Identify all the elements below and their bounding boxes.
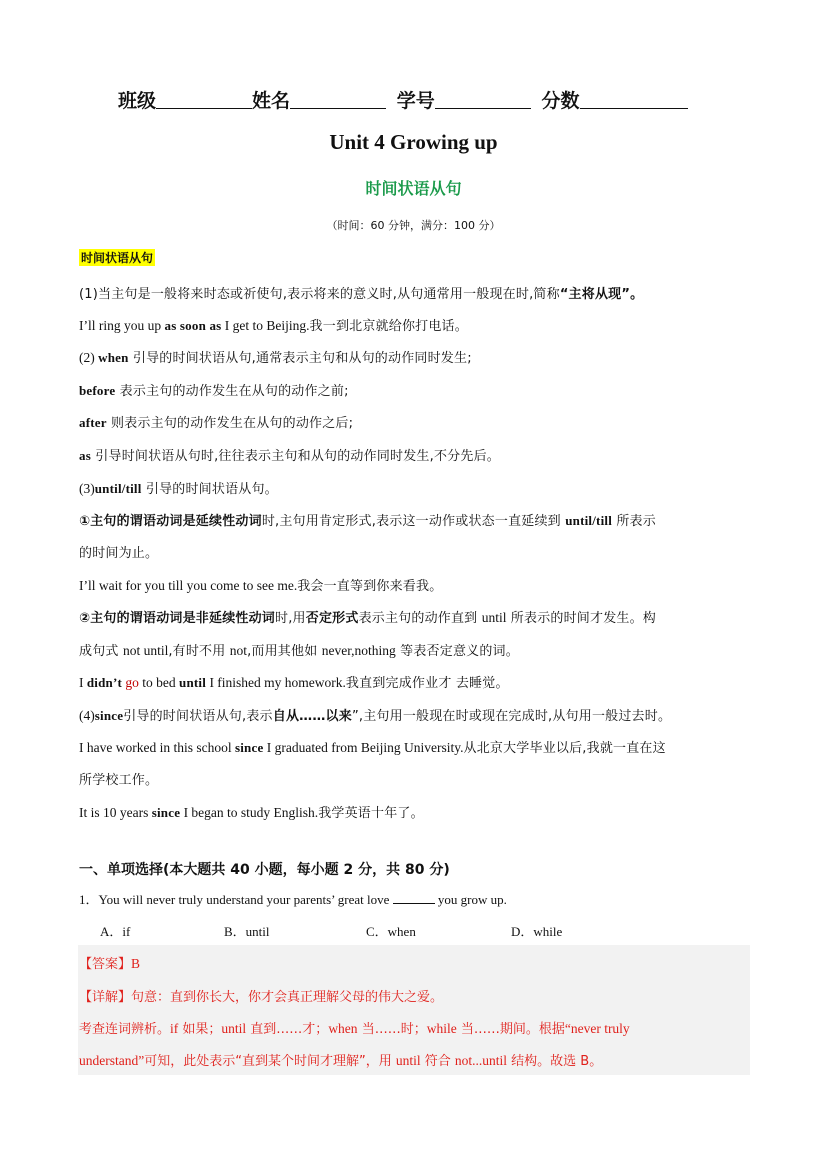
rule-emphasis: ②主句的谓语动词是非延续性动词 (79, 611, 276, 626)
example-translation: 从北京大学毕业以后,我就一直在这 (463, 741, 666, 756)
rule-emphasis: 自从……以来 (272, 709, 352, 724)
page-title: Unit 4 Growing up (329, 130, 498, 154)
explanation-line-1 (79, 1018, 630, 1037)
example-line-5 (79, 769, 158, 788)
detail-text: 句意：直到你长大，你才会真正理解父母的伟大之爱。 (131, 990, 444, 1005)
example-keyword: since (234, 740, 264, 755)
score-blank[interactable] (580, 90, 688, 109)
explanation-text: 当……时； (357, 1022, 427, 1037)
rule-keyword: before (79, 383, 116, 398)
example-keyword: as soon as (164, 318, 222, 333)
example-keyword: didn’t (86, 675, 123, 690)
rule-text: 引导的时间状语从句,通常表示主句和从句的动作同时发生; (128, 351, 472, 366)
rule-text: 引导的时间状语从句,表示 (123, 709, 273, 724)
option-a[interactable]: A．if (100, 924, 131, 939)
option-b[interactable]: B．until (224, 924, 270, 939)
example-text: I (79, 675, 87, 690)
rule-text: 表示主句的动作发生在从句的动作之前; (115, 384, 349, 399)
rule-emphasis: ①主句的谓语动词是延续性动词 (79, 514, 262, 529)
example-line-1 (79, 315, 468, 334)
answer-value: B (131, 956, 141, 971)
example-line-6 (79, 802, 424, 821)
student-id-blank[interactable] (435, 90, 531, 109)
explanation-term: until (395, 1053, 421, 1068)
score-label: 分数 (541, 91, 580, 112)
time-note: （时间：60 分钟，满分：100 分） (326, 219, 501, 232)
example-text: I have worked in this school (79, 740, 235, 755)
rule-line-7 (79, 510, 656, 529)
option-c[interactable]: C．when (366, 924, 416, 939)
example-translation: 我学英语十年了。 (318, 806, 424, 821)
class-label: 班级 (118, 91, 157, 112)
rule-keyword: when (98, 350, 129, 365)
detail-label: 【详解】 (79, 990, 132, 1005)
example-translation: 所学校工作。 (79, 773, 159, 788)
explanation-term: until (221, 1021, 247, 1036)
rule-text: 引导的时间状语从句。 (141, 482, 278, 497)
student-id-label: 学号 (396, 91, 435, 112)
rule-keyword: not until (122, 643, 169, 658)
rule-keyword: until (481, 610, 507, 625)
explanation-term: not...until (454, 1053, 508, 1068)
example-text: I finished my homework. (206, 675, 346, 690)
example-text: I’ll wait for you till you come to see me. (79, 578, 298, 593)
rule-keyword: not (229, 643, 248, 658)
example-translation: 我直到完成作业才 去睡觉。 (345, 676, 509, 691)
rule-text: 则表示主句的动作发生在从句的动作之后; (106, 416, 354, 431)
rule-text: 表示主句的动作直到 (358, 611, 482, 626)
explanation-text: 当……期间。根据 (456, 1022, 565, 1037)
rule-line-9 (79, 607, 656, 626)
rule-text: (1)当主句是一般将来时态或祈使句,表示将来的意义时,从句通常用一般现在时,简称 (79, 287, 560, 302)
rule-text: ,有时不用 (168, 644, 230, 659)
rule-line-2 (79, 347, 472, 366)
example-text: to bed (138, 675, 180, 690)
example-line-4 (79, 737, 666, 756)
rule-text: 所表示的时间才发生。构 (506, 611, 657, 626)
example-text: It is 10 years (79, 805, 152, 820)
question-1 (79, 889, 507, 908)
answer-line (79, 953, 140, 972)
rule-text: 等表否定意义的词。 (395, 644, 519, 659)
rule-text: 所表示 (612, 514, 656, 529)
rule-keyword: never,nothing (321, 643, 396, 658)
explanation-text: 直到……才； (246, 1022, 329, 1037)
rule-text: 的时间为止。 (79, 546, 159, 561)
class-blank[interactable] (156, 90, 252, 109)
rule-line-6 (79, 478, 278, 497)
explanation-text: 符合 (420, 1054, 455, 1069)
section-tag: 时间状语从句 (81, 251, 154, 265)
explanation-term: understand” (79, 1053, 145, 1068)
rule-emphasis: “主将从现”。 (559, 287, 644, 302)
rule-line-11 (79, 705, 671, 724)
rule-line-4 (79, 412, 353, 431)
question-number: 1． (79, 892, 99, 907)
page-subtitle: 时间状语从句 (365, 179, 462, 198)
rule-line-10 (79, 640, 519, 659)
example-keyword: until (179, 675, 207, 690)
explanation-line-2 (79, 1050, 602, 1069)
example-highlight: go (122, 675, 139, 690)
explanation-term: while (426, 1021, 457, 1036)
example-text: I’ll ring you up (79, 318, 165, 333)
rule-keyword: since (94, 708, 124, 723)
rule-keyword: after (79, 415, 107, 430)
example-text: I get to Beijing. (221, 318, 310, 333)
rule-line-5 (79, 445, 500, 464)
explanation-text: 如果； (178, 1022, 222, 1037)
rule-text: (3) (79, 481, 95, 496)
example-text: I graduated from Beijing University. (263, 740, 464, 755)
rule-text: 成句式 (79, 644, 123, 659)
example-translation: 我一到北京就给你打电话。 (309, 319, 468, 334)
section-heading: 一、单项选择(本大题共 40 小题，每小题 2 分，共 80 分) (79, 862, 450, 878)
explanation-text: 可知，此处表示“直到某个时间才理解”，用 (144, 1054, 396, 1069)
rule-text: ”,主句用一般现在时或现在完成时,从句用一般过去时。 (351, 709, 672, 724)
explanation-term: when (328, 1021, 358, 1036)
name-label: 姓名 (252, 91, 291, 112)
rule-text: (2) (79, 350, 99, 365)
explanation-term: “never truly (564, 1021, 630, 1036)
answer-blank[interactable] (393, 892, 435, 904)
detail-line (79, 986, 443, 1005)
example-line-2 (79, 575, 442, 594)
example-keyword: since (151, 805, 181, 820)
option-d[interactable]: D．while (511, 924, 563, 939)
rule-line-1 (79, 283, 643, 302)
rule-text: 引导时间状语从句时,往往表示主句和从句的动作同时发生,不分先后。 (90, 449, 500, 464)
explanation-text: 考查连词辨析。 (79, 1022, 171, 1037)
explanation-text: 结构。故选 B。 (507, 1054, 603, 1069)
answer-label: 【答案】 (79, 957, 132, 972)
rule-emphasis: 否定形式 (305, 611, 359, 626)
rule-line-8 (79, 542, 158, 561)
question-text-before: You will never truly understand your parents’ great love (98, 892, 393, 907)
rule-text: 时,主句用肯定形式,表示这一动作或状态一直延续到 (261, 514, 566, 529)
example-line-3 (79, 672, 509, 691)
rule-keyword: until/till (94, 481, 142, 496)
example-translation: 我会一直等到你来看我。 (297, 579, 443, 594)
rule-line-3 (79, 380, 349, 399)
rule-text: ,而用其他如 (247, 644, 322, 659)
student-info-header (118, 86, 688, 113)
rule-text: 时,用 (275, 611, 306, 626)
rule-keyword: as (79, 448, 91, 463)
name-blank[interactable] (290, 90, 386, 109)
example-text: I began to study English. (180, 805, 319, 820)
explanation-term: if (170, 1021, 179, 1036)
rule-text: (4) (79, 708, 95, 723)
question-text-after: you grow up. (434, 892, 507, 907)
rule-keyword: until/till (565, 513, 613, 528)
